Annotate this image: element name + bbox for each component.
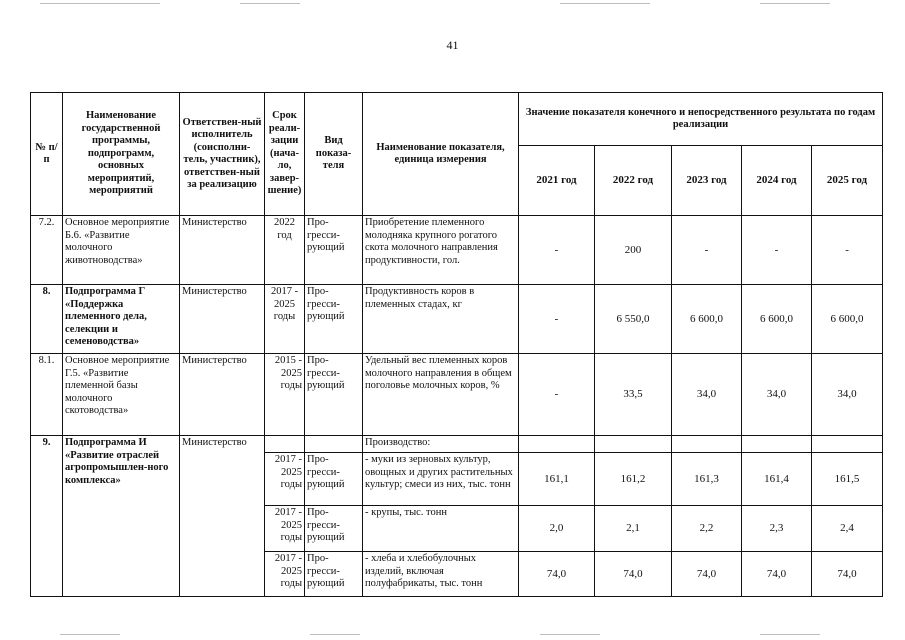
scan-edge-line <box>760 3 830 4</box>
value-2024: - <box>742 216 812 285</box>
value-2024: 34,0 <box>742 354 812 436</box>
value-2023: 34,0 <box>672 354 742 436</box>
row-indicator-title: Производство: <box>363 436 519 453</box>
row-term: 2022 год <box>265 216 305 285</box>
table-row <box>31 285 883 354</box>
row-num: 7.2. <box>31 216 63 285</box>
row-indicator: Удельный вес племенных коров молочного направления в общем поголовье молочных коров, % <box>363 354 519 436</box>
value-2025: 6 600,0 <box>812 285 883 354</box>
table-row <box>31 216 883 285</box>
row-executor: Министерство <box>180 436 265 597</box>
header-year-2024: 2024 год <box>742 146 812 216</box>
value-empty <box>812 436 883 453</box>
value-empty <box>672 436 742 453</box>
scan-edge-line <box>40 3 160 4</box>
row-num: 9. <box>31 436 63 597</box>
value-2022: 200 <box>595 216 672 285</box>
value-2021: 161,1 <box>519 453 595 506</box>
value-2024: 2,3 <box>742 506 812 552</box>
row-indicator: - хлеба и хлебобулочных изделий, включая полуфабрикаты, тыс. тонн <box>363 552 519 597</box>
value-2022: 161,2 <box>595 453 672 506</box>
header-executor: Ответствен-ный исполнитель (соисполни-тель, участник), ответствен-ный за реализацию <box>180 93 265 216</box>
value-2023: 161,3 <box>672 453 742 506</box>
row-executor: Министерство <box>180 354 265 436</box>
row-kind: Про-гресси-рующий <box>305 506 363 552</box>
value-2022: 33,5 <box>595 354 672 436</box>
header-year-2021: 2021 год <box>519 146 595 216</box>
row-kind: Про-гресси-рующий <box>305 285 363 354</box>
value-2024: 161,4 <box>742 453 812 506</box>
row-kind: Про-гресси-рующий <box>305 216 363 285</box>
value-2022: 2,1 <box>595 506 672 552</box>
value-2025: 2,4 <box>812 506 883 552</box>
row-kind-empty <box>305 436 363 453</box>
value-2025: 161,5 <box>812 453 883 506</box>
value-2024: 74,0 <box>742 552 812 597</box>
value-2022: 6 550,0 <box>595 285 672 354</box>
row-name: Основное мероприятие Б.6. «Развитие молочного животноводства» <box>63 216 180 285</box>
value-2022: 74,0 <box>595 552 672 597</box>
value-2023: 2,2 <box>672 506 742 552</box>
row-num: 8. <box>31 285 63 354</box>
value-2021: - <box>519 354 595 436</box>
header-year-2025: 2025 год <box>812 146 883 216</box>
value-2021: 2,0 <box>519 506 595 552</box>
row-term: 2015 - 2025 годы <box>265 354 305 436</box>
header-num: № п/п <box>31 93 63 216</box>
table-row <box>31 354 883 436</box>
row-term: 2017 - 2025 годы <box>265 285 305 354</box>
header-term: Срок реали-зации (нача-ло, завер-шение) <box>265 93 305 216</box>
row-indicator: Продуктивность коров в племенных стадах, кг <box>363 285 519 354</box>
row-term: 2017 - 2025 годы <box>265 453 305 506</box>
value-2024: 6 600,0 <box>742 285 812 354</box>
row-num: 8.1. <box>31 354 63 436</box>
header-values-group: Значение показателя конечного и непосредственного результата по годам реализации <box>519 93 883 146</box>
scan-edge-line <box>560 3 650 4</box>
row-kind: Про-гресси-рующий <box>305 453 363 506</box>
header-year-2023: 2023 год <box>672 146 742 216</box>
row-kind: Про-гресси-рующий <box>305 552 363 597</box>
row-indicator: - крупы, тыс. тонн <box>363 506 519 552</box>
scan-edge-line <box>310 634 360 635</box>
table-row <box>31 436 883 453</box>
value-2021: 74,0 <box>519 552 595 597</box>
row-term: 2017 - 2025 годы <box>265 506 305 552</box>
value-2025: - <box>812 216 883 285</box>
value-2025: 74,0 <box>812 552 883 597</box>
scan-edge-line <box>540 634 600 635</box>
row-indicator: Приобретение племенного молодняка крупного рогатого скота молочного направления продуктивности, гол. <box>363 216 519 285</box>
value-2021: - <box>519 216 595 285</box>
header-row <box>31 93 883 146</box>
header-name: Наименование государственной программы, подпрограмм, основных мероприятий, мероприятий <box>63 93 180 216</box>
value-2021: - <box>519 285 595 354</box>
header-indicator: Наименование показателя, единица измерения <box>363 93 519 216</box>
header-kind: Вид показа-теля <box>305 93 363 216</box>
value-2023: 6 600,0 <box>672 285 742 354</box>
row-kind: Про-гресси-рующий <box>305 354 363 436</box>
header-year-2022: 2022 год <box>595 146 672 216</box>
value-empty <box>742 436 812 453</box>
row-term: 2017 - 2025 годы <box>265 552 305 597</box>
value-2025: 34,0 <box>812 354 883 436</box>
row-name: Подпрограмма Г «Поддержка племенного дела, селекции и семеноводства» <box>63 285 180 354</box>
row-term-empty <box>265 436 305 453</box>
scan-edge-line <box>760 634 820 635</box>
page-number: 41 <box>446 38 459 52</box>
row-name: Подпрограмма И «Развитие отраслей агропромышлен-ного комплекса» <box>63 436 180 597</box>
row-executor: Министерство <box>180 216 265 285</box>
scan-edge-line <box>60 634 120 635</box>
row-indicator: - муки из зерновых культур, овощных и других растительных культур; смеси из них, тыс. тонн <box>363 453 519 506</box>
indicators-table <box>30 92 883 597</box>
value-2023: 74,0 <box>672 552 742 597</box>
value-2023: - <box>672 216 742 285</box>
value-empty <box>519 436 595 453</box>
row-executor: Министерство <box>180 285 265 354</box>
value-empty <box>595 436 672 453</box>
row-name: Основное мероприятие Г.5. «Развитие племенной базы молочного скотоводства» <box>63 354 180 436</box>
scan-edge-line <box>240 3 300 4</box>
